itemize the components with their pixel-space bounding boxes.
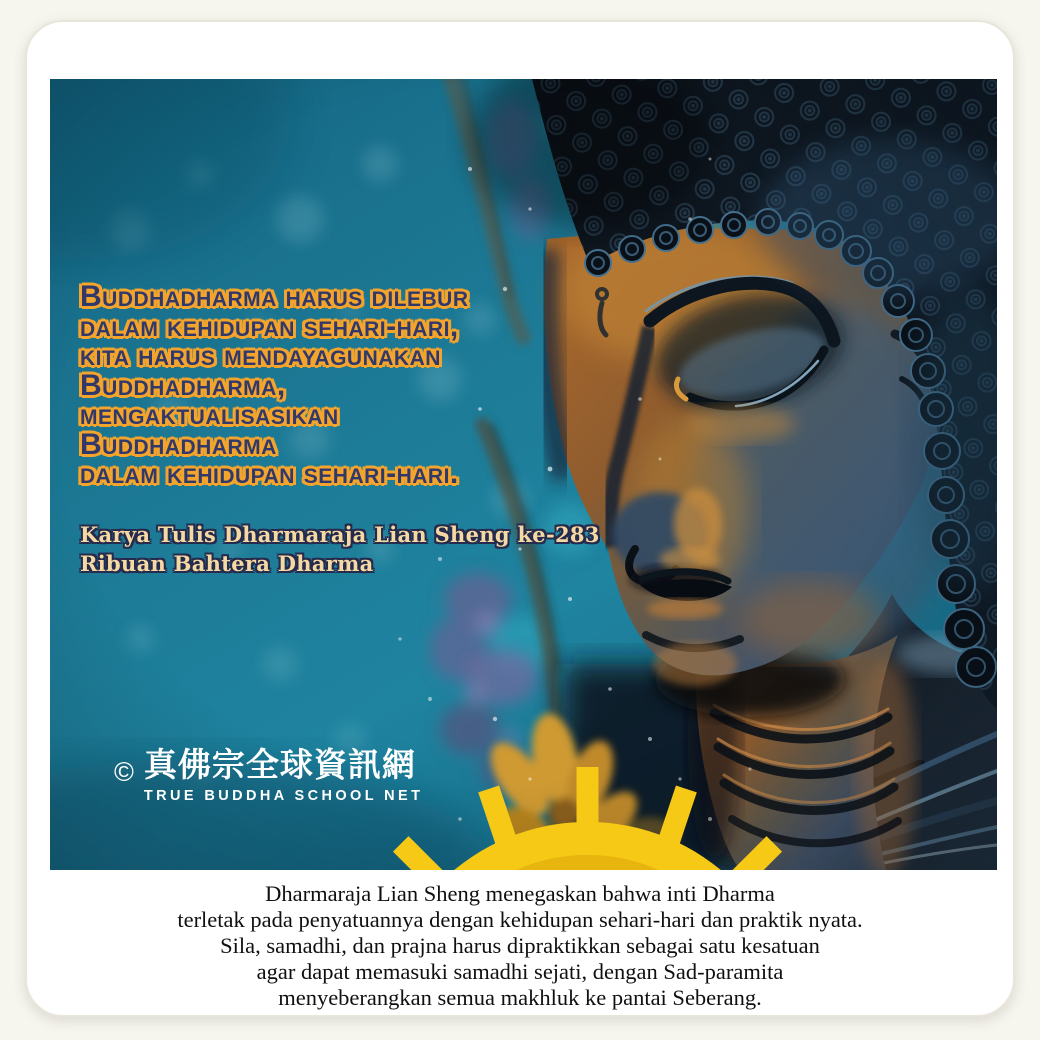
quote-line: dalam kehidupan sehari-hari, xyxy=(80,309,459,343)
caption-line: menyeberangkan semua makhluk ke pantai Seberang. xyxy=(278,985,762,1010)
quote-text xyxy=(80,282,468,489)
logo-chinese-title: 真佛宗全球資訊網 xyxy=(143,745,416,784)
quote-line: Buddhadharma xyxy=(80,427,277,461)
quote-line: dalam kehidupan sehari-hari. xyxy=(80,457,459,490)
attribution-line: Ribuan Bahtera Dharma xyxy=(80,551,374,576)
caption-line: Dharmaraja Lian Sheng menegaskan bahwa inti Dharma xyxy=(265,881,775,906)
copyright-symbol: © xyxy=(114,757,134,787)
caption-text xyxy=(27,881,1013,1011)
caption-line: Sila, samadhi, dan prajna harus dipraktikkan sebagai satu kesatuan xyxy=(220,933,820,958)
poster-card xyxy=(25,20,1015,1017)
attribution-line: Karya Tulis Dharmaraja Lian Sheng ke-283 xyxy=(80,522,600,547)
quote-line: kita harus mendayagunakan xyxy=(80,339,441,372)
attribution-text xyxy=(80,520,600,578)
caption-line: agar dapat memasuki samadhi sejati, dengan Sad-paramita xyxy=(256,959,784,984)
logo-row xyxy=(114,743,423,804)
caption-line: terletak pada penyatuannya dengan kehidupan sehari-hari dan praktik nyata. xyxy=(177,907,863,932)
logo-english-title: TRUE BUDDHA SCHOOL NET xyxy=(143,788,424,804)
quote-line: Buddhadharma harus dilebur xyxy=(80,280,469,313)
true-buddha-school-emblem-icon xyxy=(114,745,997,870)
quote-line: mengaktualisasikan xyxy=(80,398,339,431)
quote-line: Buddhadharma, xyxy=(80,368,286,402)
buddha-photo xyxy=(50,79,997,870)
